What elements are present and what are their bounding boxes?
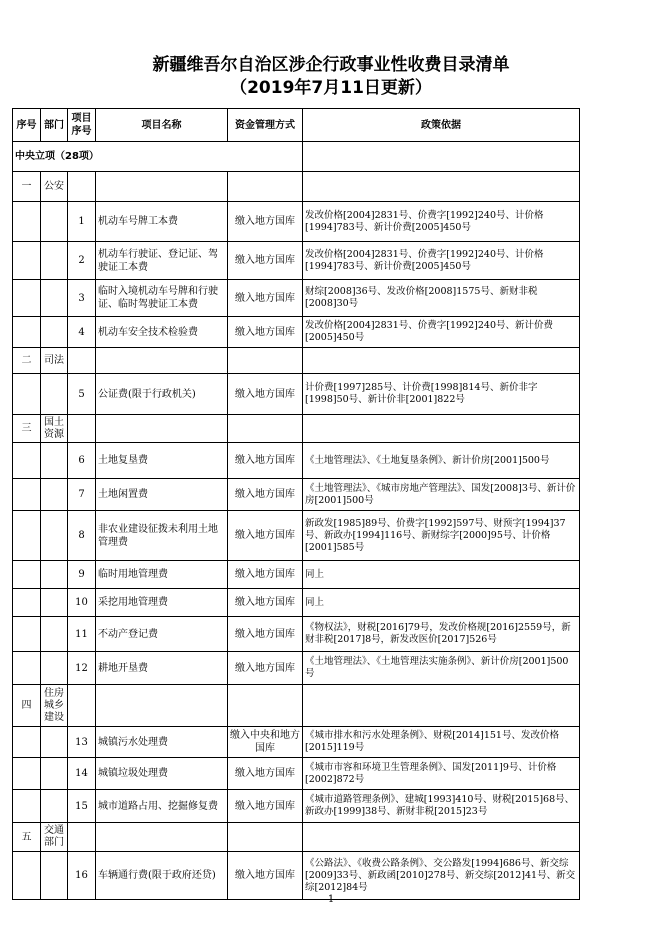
- table-row: [13, 758, 580, 790]
- item-name: 机动车安全技术检验费: [96, 317, 228, 348]
- item-no: 10: [68, 589, 96, 617]
- document-title: 新疆维吾尔自治区涉企行政事业性收费目录清单: [152, 55, 510, 75]
- item-policy: 《土地管理法》、《城市房地产管理法》、国发[2008]3号、新计价房[2001]500号: [303, 479, 580, 511]
- header-seq: 序号: [13, 109, 41, 142]
- section-row: [13, 142, 580, 172]
- item-fund: 缴入地方国库: [228, 511, 303, 561]
- group-dept: 住房城乡建设: [41, 685, 68, 727]
- document-subtitle: （2019年7月11日更新）: [230, 78, 432, 98]
- section-central: 中央立项（28项）: [13, 142, 303, 172]
- group-row: [13, 685, 580, 727]
- group-number: 三: [13, 415, 41, 443]
- group-number: 四: [13, 685, 41, 727]
- item-name: 不动产登记费: [96, 617, 228, 652]
- fee-list-table: [12, 108, 580, 900]
- header-item-name: 项目名称: [96, 109, 228, 142]
- item-name: 城市道路占用、挖掘修复费: [96, 790, 228, 823]
- item-no: 12: [68, 652, 96, 685]
- table-row: [13, 852, 580, 900]
- item-fund: 缴入地方国库: [228, 652, 303, 685]
- item-policy: 《城市排水和污水处理条例》、财税[2014]151号、发改价格[2015]119号: [303, 727, 580, 758]
- item-policy: 计价费[1997]285号、计价费[1998]814号、新价非字[1998]50号、新计价非[2001]822号: [303, 374, 580, 415]
- table-row: [13, 280, 580, 317]
- item-name: 机动车号牌工本费: [96, 202, 228, 242]
- item-policy: 《土地管理法》、《土地管理法实施条例》、新计价房[2001]500号: [303, 652, 580, 685]
- item-name: 非农业建设征拨未利用土地管理费: [96, 511, 228, 561]
- item-policy: 《土地管理法》、《土地复垦条例》、新计价房[2001]500号: [303, 443, 580, 479]
- table-header-row: [13, 109, 580, 142]
- header-fund-mgmt: 资金管理方式: [228, 109, 303, 142]
- item-fund: 缴入地方国库: [228, 242, 303, 280]
- item-name: 采挖用地管理费: [96, 589, 228, 617]
- item-name: 公证费(限于行政机关): [96, 374, 228, 415]
- item-policy: 发改价格[2004]2831号、价费字[1992]240号、新计价费[2005]450号: [303, 317, 580, 348]
- item-no: 1: [68, 202, 96, 242]
- item-fund: 缴入地方国库: [228, 443, 303, 479]
- item-no: 13: [68, 727, 96, 758]
- item-policy: 财综[2008]36号、发改价格[2008]1575号、新财非税[2008]30号: [303, 280, 580, 317]
- table-row: [13, 374, 580, 415]
- item-fund: 缴入地方国库: [228, 280, 303, 317]
- item-no: 3: [68, 280, 96, 317]
- item-no: 16: [68, 852, 96, 900]
- item-name: 临时用地管理费: [96, 561, 228, 589]
- table-row: [13, 317, 580, 348]
- header-policy: 政策依据: [303, 109, 580, 142]
- item-name: 土地复垦费: [96, 443, 228, 479]
- table-row: [13, 617, 580, 652]
- item-no: 11: [68, 617, 96, 652]
- table-row: [13, 443, 580, 479]
- item-no: 2: [68, 242, 96, 280]
- item-fund: 缴入中央和地方国库: [228, 727, 303, 758]
- item-name: 城镇垃圾处理费: [96, 758, 228, 790]
- item-policy: 《城市道路管理条例》、建城[1993]410号、财税[2015]68号、新政办[1999]38号、新财非税[2015]23号: [303, 790, 580, 823]
- header-item-seq: 项目序号: [68, 109, 96, 142]
- item-policy: 同上: [303, 589, 580, 617]
- group-row: [13, 415, 580, 443]
- item-policy: 《公路法》、《收费公路条例》、交公路发[1994]686号、新交综[2009]33号、新政函[2010]278号、新交综[2012]41号、新交综[2012]84号: [303, 852, 580, 900]
- item-fund: 缴入地方国库: [228, 561, 303, 589]
- table-row: [13, 561, 580, 589]
- item-name: 临时入境机动车号牌和行驶证、临时驾驶证工本费: [96, 280, 228, 317]
- item-fund: 缴入地方国库: [228, 589, 303, 617]
- item-name: 土地闲置费: [96, 479, 228, 511]
- item-name: 耕地开垦费: [96, 652, 228, 685]
- item-no: 9: [68, 561, 96, 589]
- group-number: 二: [13, 348, 41, 374]
- item-no: 14: [68, 758, 96, 790]
- item-name: 机动车行驶证、登记证、驾驶证工本费: [96, 242, 228, 280]
- group-number: 一: [13, 172, 41, 202]
- group-row: [13, 823, 580, 852]
- table-row: [13, 790, 580, 823]
- item-policy: 发改价格[2004]2831号、价费字[1992]240号、计价格[1994]783号、新计价费[2005]450号: [303, 202, 580, 242]
- group-row: [13, 172, 580, 202]
- table-row: [13, 511, 580, 561]
- item-policy: 发改价格[2004]2831号、价费字[1992]240号、计价格[1994]783号、新计价费[2005]450号: [303, 242, 580, 280]
- item-policy: 同上: [303, 561, 580, 589]
- item-no: 7: [68, 479, 96, 511]
- item-policy: 《城市市容和环境卫生管理条例》、国发[2011]9号、计价格[2002]872号: [303, 758, 580, 790]
- item-fund: 缴入地方国库: [228, 852, 303, 900]
- item-no: 5: [68, 374, 96, 415]
- item-fund: 缴入地方国库: [228, 479, 303, 511]
- item-name: 城镇污水处理费: [96, 727, 228, 758]
- table-row: [13, 652, 580, 685]
- item-fund: 缴入地方国库: [228, 617, 303, 652]
- table-row: [13, 479, 580, 511]
- table-row: [13, 242, 580, 280]
- table-row: [13, 727, 580, 758]
- item-policy: 《物权法》，财税[2016]79号，发改价格规[2016]2559号，新财非税[2017]8号，新发改医价[2017]526号: [303, 617, 580, 652]
- item-fund: 缴入地方国库: [228, 202, 303, 242]
- item-fund: 缴入地方国库: [228, 790, 303, 823]
- item-no: 6: [68, 443, 96, 479]
- group-number: 五: [13, 823, 41, 852]
- group-dept: 交通部门: [41, 823, 68, 852]
- group-dept: 司法: [41, 348, 68, 374]
- item-no: 8: [68, 511, 96, 561]
- table-row: [13, 589, 580, 617]
- item-no: 15: [68, 790, 96, 823]
- item-no: 4: [68, 317, 96, 348]
- item-policy: 新政发[1985]89号、价费字[1992]597号、财预字[1994]37号、新政办[1994]116号、新财综字[2000]95号、计价格[2001]585号: [303, 511, 580, 561]
- item-fund: 缴入地方国库: [228, 374, 303, 415]
- group-dept: 国土资源: [41, 415, 68, 443]
- item-fund: 缴入地方国库: [228, 758, 303, 790]
- table-row: [13, 202, 580, 242]
- group-dept: 公安: [41, 172, 68, 202]
- header-dept: 部门: [41, 109, 68, 142]
- item-name: 车辆通行费(限于政府还贷): [96, 852, 228, 900]
- page-number: 1: [327, 894, 335, 905]
- item-fund: 缴入地方国库: [228, 317, 303, 348]
- group-row: [13, 348, 580, 374]
